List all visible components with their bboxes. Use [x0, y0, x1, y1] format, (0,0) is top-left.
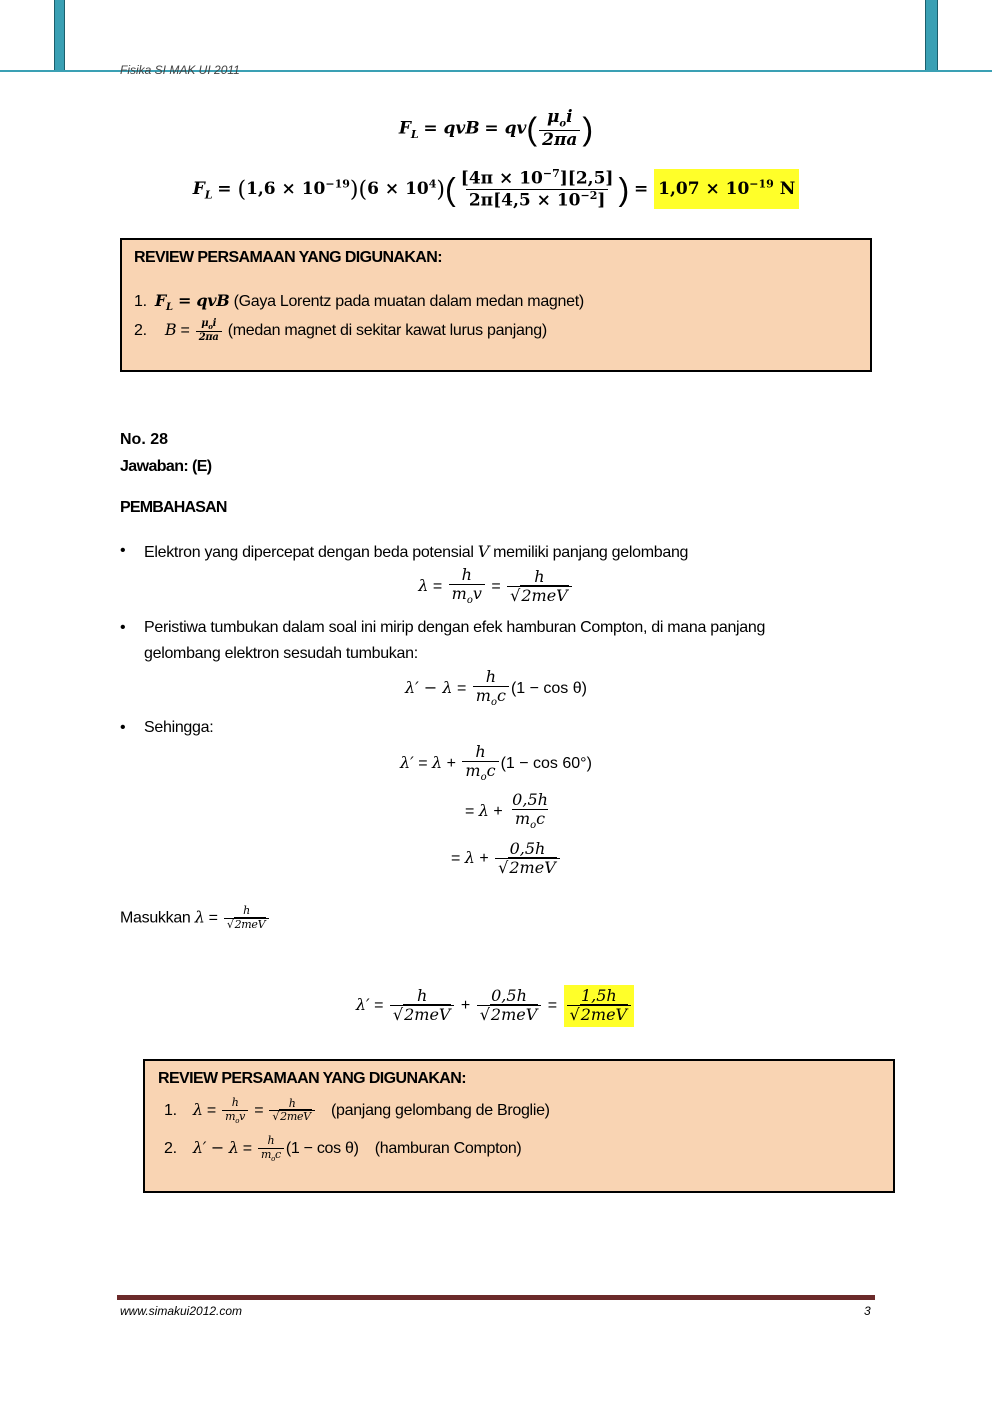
lambda-den-v: v	[472, 584, 482, 604]
compton-paren: (1 − cos θ)	[510, 679, 587, 697]
review2-item2-den-c: c	[275, 1147, 281, 1161]
review2-item2-lhs: λ′ − λ	[192, 1138, 239, 1158]
problem-answer: Jawaban: (E)	[120, 458, 212, 475]
bullet-1-end: memiliki panjang gelombang	[493, 544, 689, 561]
lambda-den-sub: o	[466, 595, 473, 607]
compton-lhs: λ′ − λ	[405, 677, 453, 697]
lambda-num2: h	[534, 566, 545, 586]
header-bar-right	[925, 0, 938, 71]
review2-item2-den-m: m	[260, 1147, 272, 1161]
eq2-lhs: F	[192, 179, 205, 200]
lambda-sqrt: 2meV	[521, 586, 568, 606]
review2-item1-den-v: v	[239, 1109, 246, 1123]
step2-lambda: λ	[478, 800, 489, 820]
compton-den-m: m	[475, 686, 491, 706]
review2-item1-num1: h	[231, 1096, 239, 1109]
step1-lambda: λ	[432, 752, 443, 772]
masukkan-label: Masukkan	[120, 909, 191, 927]
step1-den-m: m	[465, 761, 481, 781]
masukkan-line: Masukkan λ = $\frac{h}{\text{√2meV}}$	[120, 905, 271, 931]
eq2-den-b: ]	[597, 190, 606, 211]
review1-item2-text: (medan magnet di sekitar kawat lurus panjang)	[227, 322, 547, 339]
review2-item1-num: 1.	[164, 1102, 177, 1120]
review1-item2-num-sub: o	[208, 322, 213, 331]
eq2-den-exp: −2	[580, 189, 598, 203]
footer-url: www.simakui2012.com	[120, 1304, 243, 1318]
review2-item2-paren: (1 − cos θ)	[285, 1140, 359, 1158]
final-num1: h	[417, 986, 428, 1005]
masukkan-lambda: λ	[194, 907, 205, 927]
step2-den-m: m	[514, 809, 531, 829]
eq2-factor2-exp: 4	[428, 177, 437, 191]
final-num2: 0,5h	[491, 986, 527, 1005]
equation-step-3: = λ + $\frac{0,5h}{\text{√2meV}}$	[451, 840, 562, 878]
review1-item1-rhs: qvB	[196, 291, 230, 310]
header-course-label: Fisika SI MAK UI 2011	[120, 63, 240, 77]
review2-item1-den-m: m	[225, 1109, 236, 1123]
bullet-dot-1: •	[120, 542, 126, 559]
step1-paren: (1 − cos 60°)	[500, 754, 592, 772]
equation-de-broglie: λ = $\frac{h}{m_ov}$ = $\frac{h}{\text{√2meV}}$	[0, 566, 992, 607]
lambda-lhs: λ	[418, 575, 429, 595]
bullet-1-main: Elektron yang dipercepat dengan beda potensial	[144, 544, 474, 561]
eq-den: 2πa	[539, 130, 580, 151]
equation-compton: λ′ − λ = $\frac{h}{m_oc}$ (1 − cos θ)	[405, 667, 587, 709]
eq-lhs: F	[398, 118, 411, 139]
step3-sqrt: 2meV	[509, 858, 556, 878]
eq2-result-exp: −19	[749, 177, 774, 191]
bullet-dot-3: •	[120, 719, 126, 736]
review1-item2-den: 2πa	[196, 331, 222, 344]
review2-item2-num: 2.	[164, 1140, 177, 1158]
final-sqrt1: 2meV	[404, 1005, 451, 1025]
bullet-2-line1: Peristiwa tumbukan dalam soal ini mirip dengan efek hamburan Compton, di mana panjang	[144, 619, 766, 636]
step1-den-sub: o	[480, 772, 487, 784]
equation-step-2: = λ + $\frac{0,5h}{m_oc}$	[465, 791, 553, 832]
eq2-den-a: 2π[4,5 × 10	[468, 190, 581, 211]
header-bar-left	[54, 0, 65, 71]
step2-den-c: c	[536, 809, 546, 829]
review1-item2-num-i: i	[212, 318, 217, 329]
final-result-highlight: $\frac{1,5h}{\text{√2meV}}$	[564, 985, 635, 1027]
review2-item1-num2: h	[288, 1096, 296, 1110]
eq-mid1: qvB	[443, 118, 480, 139]
review1-title: REVIEW PERSAMAAN YANG DIGUNAKAN:	[134, 249, 442, 266]
equation-lorentz-force: $F_L$ = qvB = qv( $\frac{\mu_oi}{2\pi a}$ )	[398, 107, 594, 150]
equation-lorentz-numeric: $F_L = (1,6 \times 10^{-19})(6 \times 10^4)$( $\frac{[4\pi \times 10^{-7}][2,5]}{2\pi[4,5 \times 10^{-2}]}$ ) = $1,07 \times 10^{-19}$ N	[0, 168, 992, 211]
eq-lhs-sub: L	[410, 128, 419, 142]
review2-item1-den-sub: o	[235, 1116, 240, 1125]
review1-item1-sub: L	[165, 302, 173, 314]
eq-mid2: qv	[504, 118, 527, 139]
problem-number: No. 28	[120, 431, 169, 448]
compton-den-sub: o	[490, 697, 497, 709]
review2-item1: 1. λ = $\frac{h}{m_ov}$ = $\frac{h}{\text{√2meV}}$ (panjang gelombang de Broglie)	[164, 1096, 550, 1125]
review2-item2-text: (hamburan Compton)	[374, 1140, 522, 1158]
compton-den-c: c	[496, 686, 506, 706]
review2-item1-text: (panjang gelombang de Broglie)	[330, 1102, 550, 1120]
final-result-num: 1,5h	[580, 986, 617, 1005]
eq-num-i: i	[566, 107, 573, 127]
step2-den-sub: o	[530, 820, 537, 832]
equation-step-1: λ′ = λ + $\frac{h}{m_oc}$ (1 − cos 60°)	[400, 742, 592, 784]
bullet-dot-2: •	[120, 619, 126, 636]
final-lhs: λ′	[355, 995, 370, 1015]
lambda-den-m: m	[451, 584, 467, 604]
review2-title: REVIEW PERSAMAAN YANG DIGUNAKAN:	[158, 1070, 466, 1087]
equation-final: λ′ = $\frac{h}{\text{√2meV}}$ + $\frac{0,5h}{\text{√2meV}}$ = $\frac{1,5h}{\text{√2meV}}$	[0, 985, 992, 1027]
review-box-1	[120, 238, 872, 372]
eq2-num-b: ][2,5]	[559, 168, 614, 189]
eq2-result-unit: N	[779, 179, 796, 200]
review1-item1-text: (Gaya Lorentz pada muatan dalam medan magnet)	[233, 293, 584, 310]
bullet-1-var: V	[477, 542, 489, 561]
eq2-result: 1,07 × 10	[658, 179, 750, 200]
review2-item2-num-h: h	[267, 1134, 275, 1147]
masukkan-sqrt: 2meV	[234, 917, 266, 931]
review2-item2-den-sub: o	[271, 1154, 276, 1163]
eq2-num-exp: −7	[542, 167, 560, 180]
review2-item2: 2. λ′ − λ = $\frac{h}{m_oc}$ (1 − cos θ) (hamburan Compton)	[164, 1134, 522, 1163]
eq2-factor1: 1,6 × 10	[246, 179, 326, 200]
eq-num-mu-sub: o	[559, 118, 567, 130]
review2-item1-sqrt: 2meV	[280, 1110, 311, 1124]
final-result-sqrt: 2meV	[580, 1005, 628, 1025]
compton-num: h	[485, 667, 496, 686]
eq-num-mu: μ	[546, 107, 560, 127]
review1-item1-lhs: F	[154, 291, 166, 310]
step1-num: h	[475, 742, 486, 761]
bullet-2-line2: gelombang elektron sesudah tumbukan:	[144, 645, 418, 662]
eq2-factor2: 6 × 10	[367, 179, 429, 200]
review1-item2-lhs: B	[164, 320, 177, 339]
step1-den-c: c	[486, 761, 496, 781]
section-title: PEMBAHASAN	[120, 499, 227, 516]
bullet-1-text	[144, 542, 688, 562]
eq2-result-highlight	[654, 169, 799, 209]
footer-rule	[117, 1295, 875, 1300]
review1-item2-num-mu: μ	[201, 318, 209, 329]
step3-num: 0,5h	[509, 839, 546, 858]
step1-lhs: λ′	[400, 752, 414, 772]
eq2-num-a: [4π × 10	[460, 168, 543, 189]
eq2-lhs-sub: L	[204, 188, 213, 202]
review1-item1-num: 1.	[134, 293, 147, 310]
lambda-num1: h	[461, 565, 472, 584]
review1-item2: 2. B = $\frac{\mu_oi}{2\pi a}$ (medan magnet di sekitar kawat lurus panjang)	[134, 318, 547, 344]
review1-item2-num: 2.	[134, 322, 147, 339]
review-box-2	[143, 1059, 895, 1193]
masukkan-num: h	[243, 904, 250, 917]
step3-lambda: λ	[464, 848, 475, 868]
step2-num: 0,5h	[512, 790, 548, 809]
final-sqrt2: 2meV	[490, 1005, 538, 1025]
review2-item1-lhs: λ	[192, 1100, 203, 1120]
eq2-factor1-exp: −19	[325, 177, 350, 191]
bullet-3-text: Sehingga:	[144, 719, 214, 736]
review1-item1: 1. $F_L$ = qvB (Gaya Lorentz pada muatan dalam medan magnet)	[134, 291, 584, 314]
footer-page-number: 3	[864, 1304, 871, 1318]
